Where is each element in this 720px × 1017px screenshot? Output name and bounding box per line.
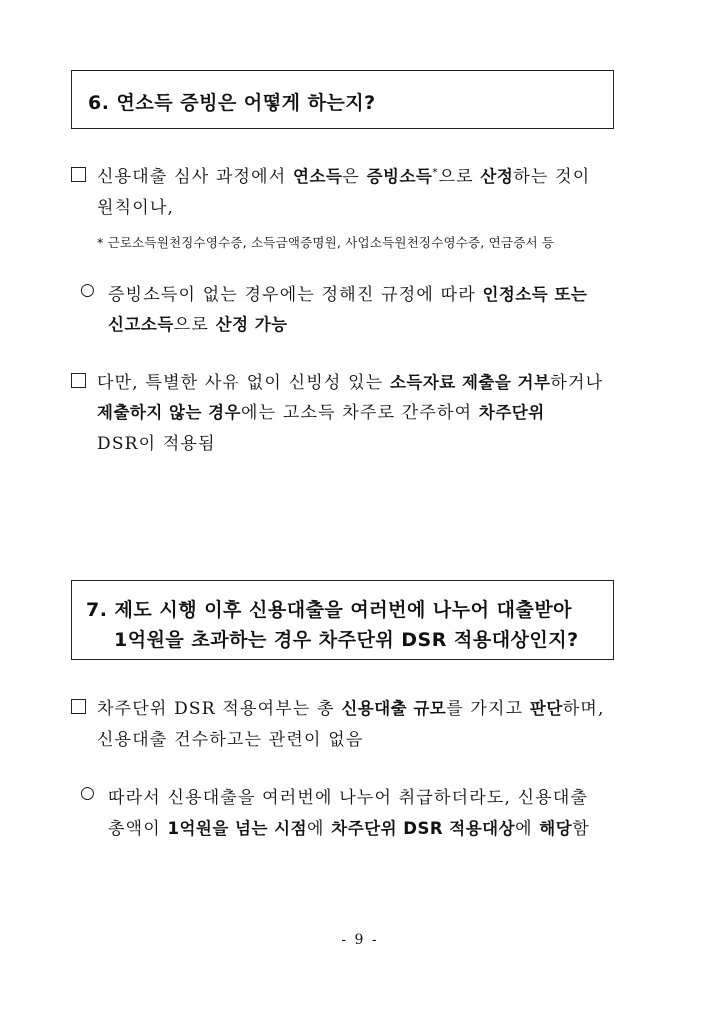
q6-para2-line2: 제출하지 않는 경우에는 고소득 차주로 간주하여 차주단위 bbox=[97, 403, 545, 423]
q6-sub1-line2: 신고소득으로 산정 가능 bbox=[108, 315, 288, 335]
question-7-box bbox=[71, 580, 614, 660]
q6-para1-line1: 신용대출 심사 과정에서 연소득은 증빙소득*으로 산정하는 것이 bbox=[97, 167, 591, 187]
q6-sub1-line1: 증빙소득이 없는 경우에는 정해진 규정에 따라 인정소득 또는 bbox=[108, 285, 588, 305]
question-6-title: 6. 연소득 증빙은 어떻게 하는지? bbox=[88, 92, 376, 114]
q6-para2-line1: 다만, 특별한 사유 없이 신빙성 있는 소득자료 제출을 거부하거나 bbox=[97, 373, 604, 393]
q7-sub1-line2: 총액이 1억원을 넘는 시점에 차주단위 DSR 적용대상에 해당함 bbox=[108, 819, 590, 839]
q7-sub1-line1: 따라서 신용대출을 여러번에 나누어 취급하더라도, 신용대출 bbox=[108, 788, 589, 808]
q7-para1-line2: 신용대출 건수하고는 관련이 없음 bbox=[97, 730, 364, 750]
question-6-box bbox=[71, 70, 614, 129]
question-7-title-line1: 7. 제도 시행 이후 신용대출을 여러번에 나누어 대출받아 bbox=[86, 599, 573, 621]
question-7-title-line2: 1억원을 초과하는 경우 차주단위 DSR 적용대상인지? bbox=[114, 629, 579, 651]
q6-footnote: * 근로소득원천징수영수증, 소득금액증명원, 사업소득원천징수영수증, 연금증서 등 bbox=[97, 235, 555, 250]
checkbox-square-icon bbox=[71, 373, 86, 388]
page-number: - 9 - bbox=[341, 932, 379, 948]
q7-para1-line1: 차주단위 DSR 적용여부는 총 신용대출 규모를 가지고 판단하며, bbox=[97, 699, 605, 719]
checkbox-square-icon bbox=[71, 167, 86, 182]
q6-para1-line2: 원칙이나, bbox=[97, 198, 175, 218]
q6-para2-line3: DSR이 적용됨 bbox=[97, 434, 216, 454]
circle-bullet-icon: ○ bbox=[80, 783, 95, 803]
circle-bullet-icon: ○ bbox=[80, 280, 95, 300]
checkbox-square-icon bbox=[71, 699, 86, 714]
